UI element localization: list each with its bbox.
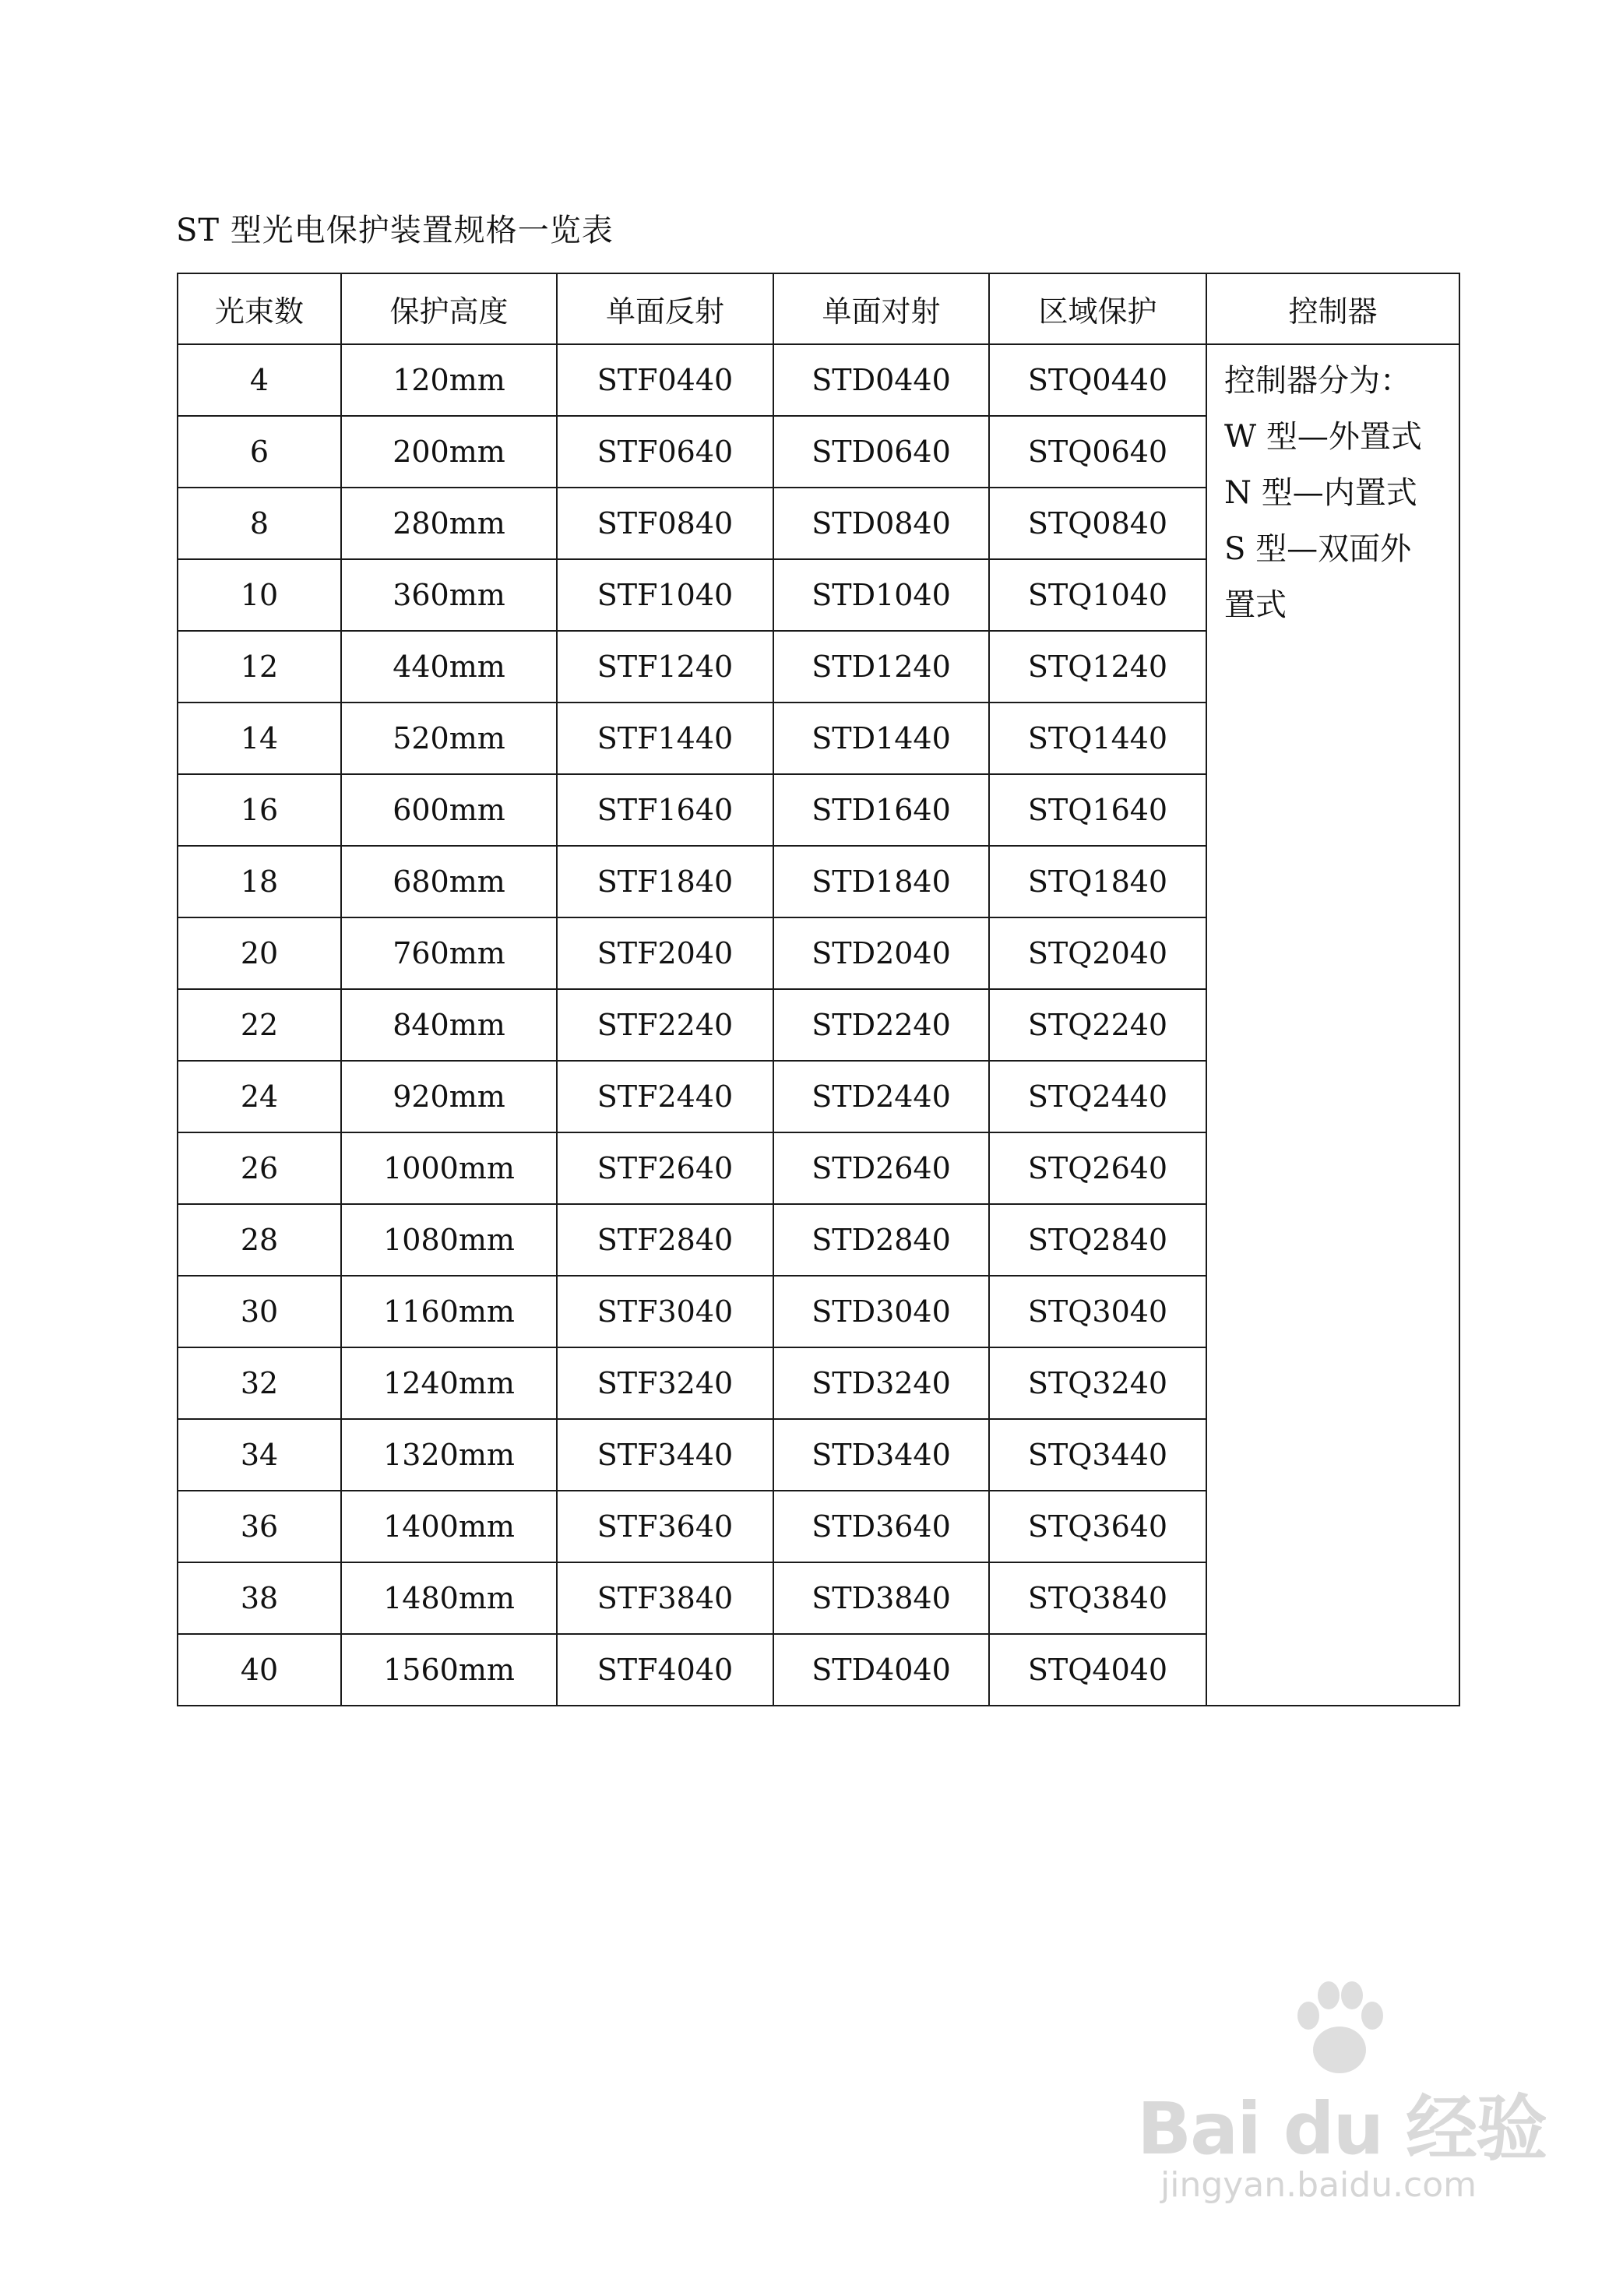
cell-beam-count: 28 <box>178 1204 341 1276</box>
spec-table <box>177 273 1460 1706</box>
watermark-brand: Bai du 经验 <box>1137 2087 1547 2171</box>
header-area-protection: 区域保护 <box>989 273 1206 344</box>
baidu-jingyan-watermark <box>1137 1978 1573 2212</box>
cell-area-protection-model: STQ3840 <box>989 1562 1206 1634</box>
cell-beam-count: 12 <box>178 631 341 703</box>
controller-note-line: N 型—内置式 <box>1224 475 1417 511</box>
cell-area-protection-model: STQ2440 <box>989 1061 1206 1132</box>
controller-note-line: S 型—双面外 <box>1224 531 1412 567</box>
cell-single-through-beam-model: STD3640 <box>773 1491 989 1562</box>
cell-single-through-beam-model: STD3440 <box>773 1419 989 1491</box>
cell-single-reflection-model: STF2640 <box>557 1132 773 1204</box>
page-title: ST 型光电保护装置规格一览表 <box>176 213 614 248</box>
cell-area-protection-model: STQ2640 <box>989 1132 1206 1204</box>
cell-single-through-beam-model: STD2040 <box>773 917 989 989</box>
cell-area-protection-model: STQ4040 <box>989 1634 1206 1706</box>
cell-protection-height: 120mm <box>341 344 557 416</box>
cell-area-protection-model: STQ1240 <box>989 631 1206 703</box>
controller-note-line: W 型—外置式 <box>1224 419 1422 455</box>
cell-beam-count: 16 <box>178 774 341 846</box>
cell-protection-height: 1320mm <box>341 1419 557 1491</box>
cell-single-reflection-model: STF3240 <box>557 1347 773 1419</box>
cell-protection-height: 1240mm <box>341 1347 557 1419</box>
cell-single-through-beam-model: STD1440 <box>773 703 989 774</box>
cell-protection-height: 680mm <box>341 846 557 917</box>
cell-beam-count: 36 <box>178 1491 341 1562</box>
cell-area-protection-model: STQ3640 <box>989 1491 1206 1562</box>
cell-single-through-beam-model: STD4040 <box>773 1634 989 1706</box>
cell-beam-count: 26 <box>178 1132 341 1204</box>
cell-single-through-beam-model: STD1640 <box>773 774 989 846</box>
cell-beam-count: 24 <box>178 1061 341 1132</box>
cell-single-through-beam-model: STD3240 <box>773 1347 989 1419</box>
cell-single-through-beam-model: STD2640 <box>773 1132 989 1204</box>
cell-beam-count: 8 <box>178 488 341 559</box>
controller-note-line: 控制器分为： <box>1224 363 1411 399</box>
cell-single-reflection-model: STF1840 <box>557 846 773 917</box>
cell-protection-height: 760mm <box>341 917 557 989</box>
cell-single-through-beam-model: STD2240 <box>773 989 989 1061</box>
cell-single-through-beam-model: STD3840 <box>773 1562 989 1634</box>
cell-single-reflection-model: STF1440 <box>557 703 773 774</box>
cell-beam-count: 38 <box>178 1562 341 1634</box>
spec-table-body <box>178 344 1459 1706</box>
cell-single-reflection-model: STF0840 <box>557 488 773 559</box>
watermark-url: jingyan.baidu.com <box>1160 2165 1477 2205</box>
cell-protection-height: 600mm <box>341 774 557 846</box>
cell-beam-count: 30 <box>178 1276 341 1347</box>
cell-single-reflection-model: STF1240 <box>557 631 773 703</box>
cell-protection-height: 1080mm <box>341 1204 557 1276</box>
header-row <box>178 273 1459 344</box>
cell-protection-height: 520mm <box>341 703 557 774</box>
cell-area-protection-model: STQ0840 <box>989 488 1206 559</box>
header-protection-height: 保护高度 <box>341 273 557 344</box>
cell-protection-height: 1560mm <box>341 1634 557 1706</box>
cell-single-reflection-model: STF4040 <box>557 1634 773 1706</box>
cell-beam-count: 32 <box>178 1347 341 1419</box>
cell-protection-height: 1480mm <box>341 1562 557 1634</box>
header-single-reflection: 单面反射 <box>557 273 773 344</box>
cell-beam-count: 20 <box>178 917 341 989</box>
cell-protection-height: 360mm <box>341 559 557 631</box>
cell-area-protection-model: STQ0640 <box>989 416 1206 488</box>
cell-area-protection-model: STQ3040 <box>989 1276 1206 1347</box>
cell-single-through-beam-model: STD0840 <box>773 488 989 559</box>
cell-single-through-beam-model: STD0640 <box>773 416 989 488</box>
cell-beam-count: 34 <box>178 1419 341 1491</box>
cell-single-through-beam-model: STD3040 <box>773 1276 989 1347</box>
cell-single-through-beam-model: STD1840 <box>773 846 989 917</box>
cell-single-reflection-model: STF0640 <box>557 416 773 488</box>
cell-protection-height: 920mm <box>341 1061 557 1132</box>
cell-protection-height: 1160mm <box>341 1276 557 1347</box>
cell-single-reflection-model: STF3840 <box>557 1562 773 1634</box>
cell-area-protection-model: STQ2040 <box>989 917 1206 989</box>
cell-area-protection-model: STQ1440 <box>989 703 1206 774</box>
cell-beam-count: 6 <box>178 416 341 488</box>
cell-single-reflection-model: STF2840 <box>557 1204 773 1276</box>
header-single-through-beam: 单面对射 <box>773 273 989 344</box>
cell-beam-count: 40 <box>178 1634 341 1706</box>
cell-single-reflection-model: STF3640 <box>557 1491 773 1562</box>
cell-beam-count: 18 <box>178 846 341 917</box>
controller-notes <box>1206 344 1459 1706</box>
header-beam-count: 光束数 <box>178 273 341 344</box>
header-controller: 控制器 <box>1206 273 1459 344</box>
cell-single-reflection-model: STF1040 <box>557 559 773 631</box>
cell-single-reflection-model: STF3040 <box>557 1276 773 1347</box>
cell-beam-count: 4 <box>178 344 341 416</box>
controller-note-line: 置式 <box>1224 587 1287 623</box>
cell-area-protection-model: STQ1840 <box>989 846 1206 917</box>
cell-area-protection-model: STQ3240 <box>989 1347 1206 1419</box>
cell-protection-height: 200mm <box>341 416 557 488</box>
cell-area-protection-model: STQ1040 <box>989 559 1206 631</box>
cell-single-through-beam-model: STD1040 <box>773 559 989 631</box>
cell-protection-height: 1000mm <box>341 1132 557 1204</box>
cell-area-protection-model: STQ2240 <box>989 989 1206 1061</box>
cell-area-protection-model: STQ2840 <box>989 1204 1206 1276</box>
cell-protection-height: 840mm <box>341 989 557 1061</box>
cell-area-protection-model: STQ3440 <box>989 1419 1206 1491</box>
cell-single-reflection-model: STF2240 <box>557 989 773 1061</box>
cell-single-reflection-model: STF2440 <box>557 1061 773 1132</box>
cell-single-through-beam-model: STD0440 <box>773 344 989 416</box>
cell-area-protection-model: STQ1640 <box>989 774 1206 846</box>
cell-single-through-beam-model: STD2840 <box>773 1204 989 1276</box>
cell-single-through-beam-model: STD2440 <box>773 1061 989 1132</box>
cell-single-reflection-model: STF0440 <box>557 344 773 416</box>
cell-single-reflection-model: STF1640 <box>557 774 773 846</box>
cell-protection-height: 440mm <box>341 631 557 703</box>
cell-single-through-beam-model: STD1240 <box>773 631 989 703</box>
cell-beam-count: 10 <box>178 559 341 631</box>
cell-beam-count: 22 <box>178 989 341 1061</box>
table-row <box>178 344 1459 416</box>
cell-area-protection-model: STQ0440 <box>989 344 1206 416</box>
cell-single-reflection-model: STF2040 <box>557 917 773 989</box>
cell-beam-count: 14 <box>178 703 341 774</box>
spec-table-header <box>178 273 1459 344</box>
cell-single-reflection-model: STF3440 <box>557 1419 773 1491</box>
cell-protection-height: 280mm <box>341 488 557 559</box>
paw-icon <box>1285 1978 1394 2079</box>
cell-protection-height: 1400mm <box>341 1491 557 1562</box>
